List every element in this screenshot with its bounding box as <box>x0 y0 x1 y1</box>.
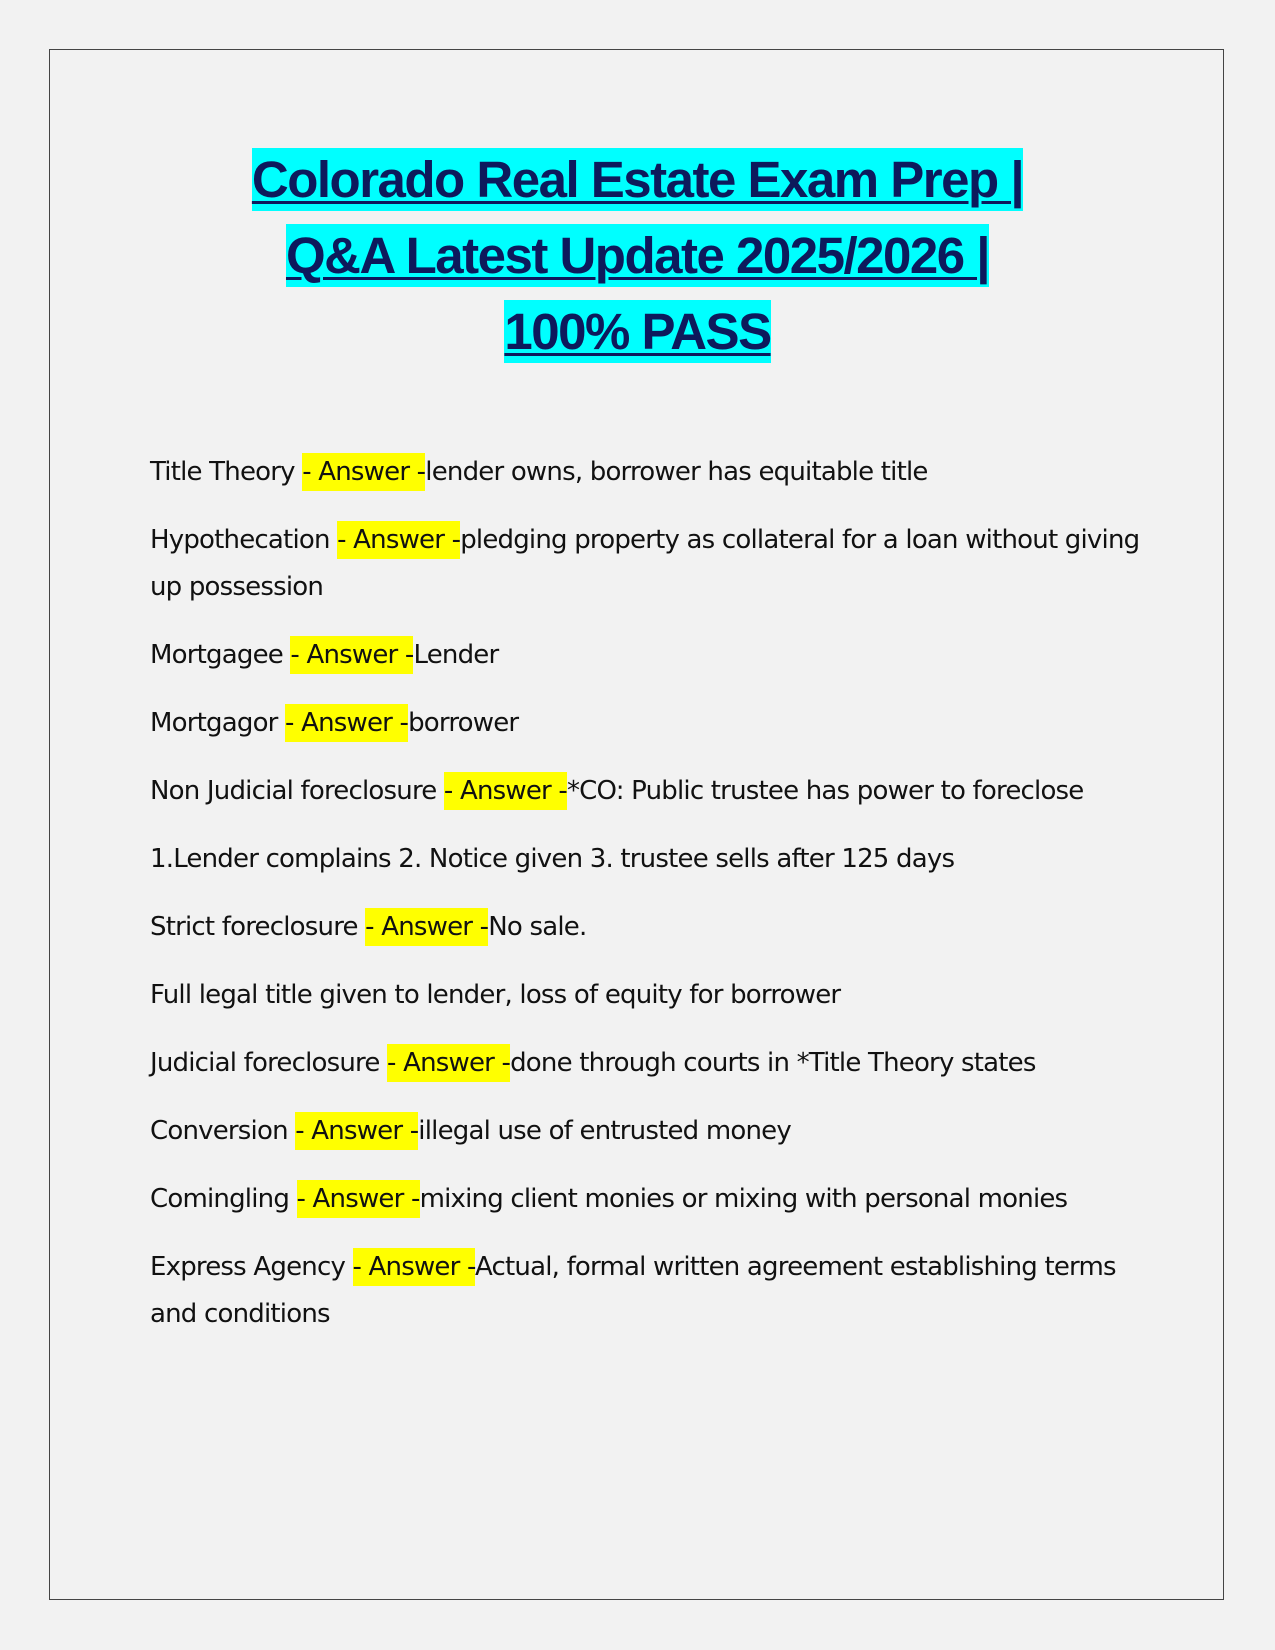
qa-item-conversion <box>150 1108 1140 1155</box>
qa-item-judicial-foreclosure <box>150 1040 1140 1087</box>
title-line-1: Colorado Real Estate Exam Prep | <box>252 148 1023 211</box>
qa-item-mortgagor <box>150 700 1140 747</box>
answer-tag: - Answer - <box>285 704 408 742</box>
qa-note-full-legal-title: Full legal title given to lender, loss of equity for borrower <box>150 980 841 1010</box>
answer-tag: - Answer - <box>444 772 567 810</box>
title-line <box>100 142 1175 218</box>
qa-term: Judicial foreclosure <box>150 1048 388 1078</box>
title-line <box>100 294 1175 370</box>
qa-definition: lender owns, borrower has equitable title <box>425 457 928 487</box>
qa-item-title-theory <box>150 449 1140 496</box>
answer-tag: - Answer - <box>295 1112 418 1150</box>
document-title <box>100 142 1175 370</box>
qa-definition: pledging property as collateral for a loan without giving up possession <box>150 525 1140 602</box>
qa-item-strict-foreclosure <box>150 904 1140 951</box>
qa-definition: illegal use of entrusted money <box>418 1116 791 1146</box>
qa-list <box>150 449 1140 1359</box>
qa-definition: *CO: Public trustee has power to foreclose <box>566 776 1084 806</box>
title-line-3: 100% PASS <box>504 300 770 363</box>
answer-tag: - Answer - <box>387 1044 510 1082</box>
qa-item-comingling <box>150 1176 1140 1223</box>
qa-item-non-judicial-foreclosure <box>150 768 1140 815</box>
qa-definition: No sale. <box>488 912 587 942</box>
qa-term: Comingling <box>150 1184 297 1214</box>
qa-item-mortgagee <box>150 632 1140 679</box>
qa-definition: Actual, formal written agreement establishing terms and conditions <box>150 1252 1116 1329</box>
answer-tag: - Answer - <box>290 636 413 674</box>
qa-definition: Lender <box>413 640 499 670</box>
answer-tag: - Answer - <box>365 908 488 946</box>
qa-definition: mixing client monies or mixing with personal monies <box>419 1184 1068 1214</box>
qa-note-foreclosure-steps: 1.Lender complains 2. Notice given 3. trustee sells after 125 days <box>150 844 955 874</box>
title-line-2: Q&A Latest Update 2025/2026 | <box>286 224 989 287</box>
qa-term: Title Theory <box>150 457 303 487</box>
answer-tag: - Answer - <box>337 521 460 559</box>
answer-tag: - Answer - <box>353 1248 475 1286</box>
qa-term: Mortgagor <box>150 708 286 738</box>
qa-item-express-agency <box>150 1244 1140 1338</box>
qa-definition: done through courts in *Title Theory states <box>510 1048 1036 1078</box>
qa-item-hypothecation <box>150 517 1140 611</box>
qa-definition: borrower <box>408 708 519 738</box>
qa-term: Express Agency <box>150 1252 353 1282</box>
qa-term: Conversion <box>150 1116 296 1146</box>
qa-term: Non Judicial foreclosure <box>150 776 444 806</box>
qa-term: Strict foreclosure <box>150 912 366 942</box>
qa-term: Mortgagee <box>150 640 291 670</box>
qa-term: Hypothecation <box>150 525 338 555</box>
title-line <box>100 218 1175 294</box>
answer-tag: - Answer - <box>297 1180 420 1218</box>
answer-tag: - Answer - <box>302 453 425 491</box>
